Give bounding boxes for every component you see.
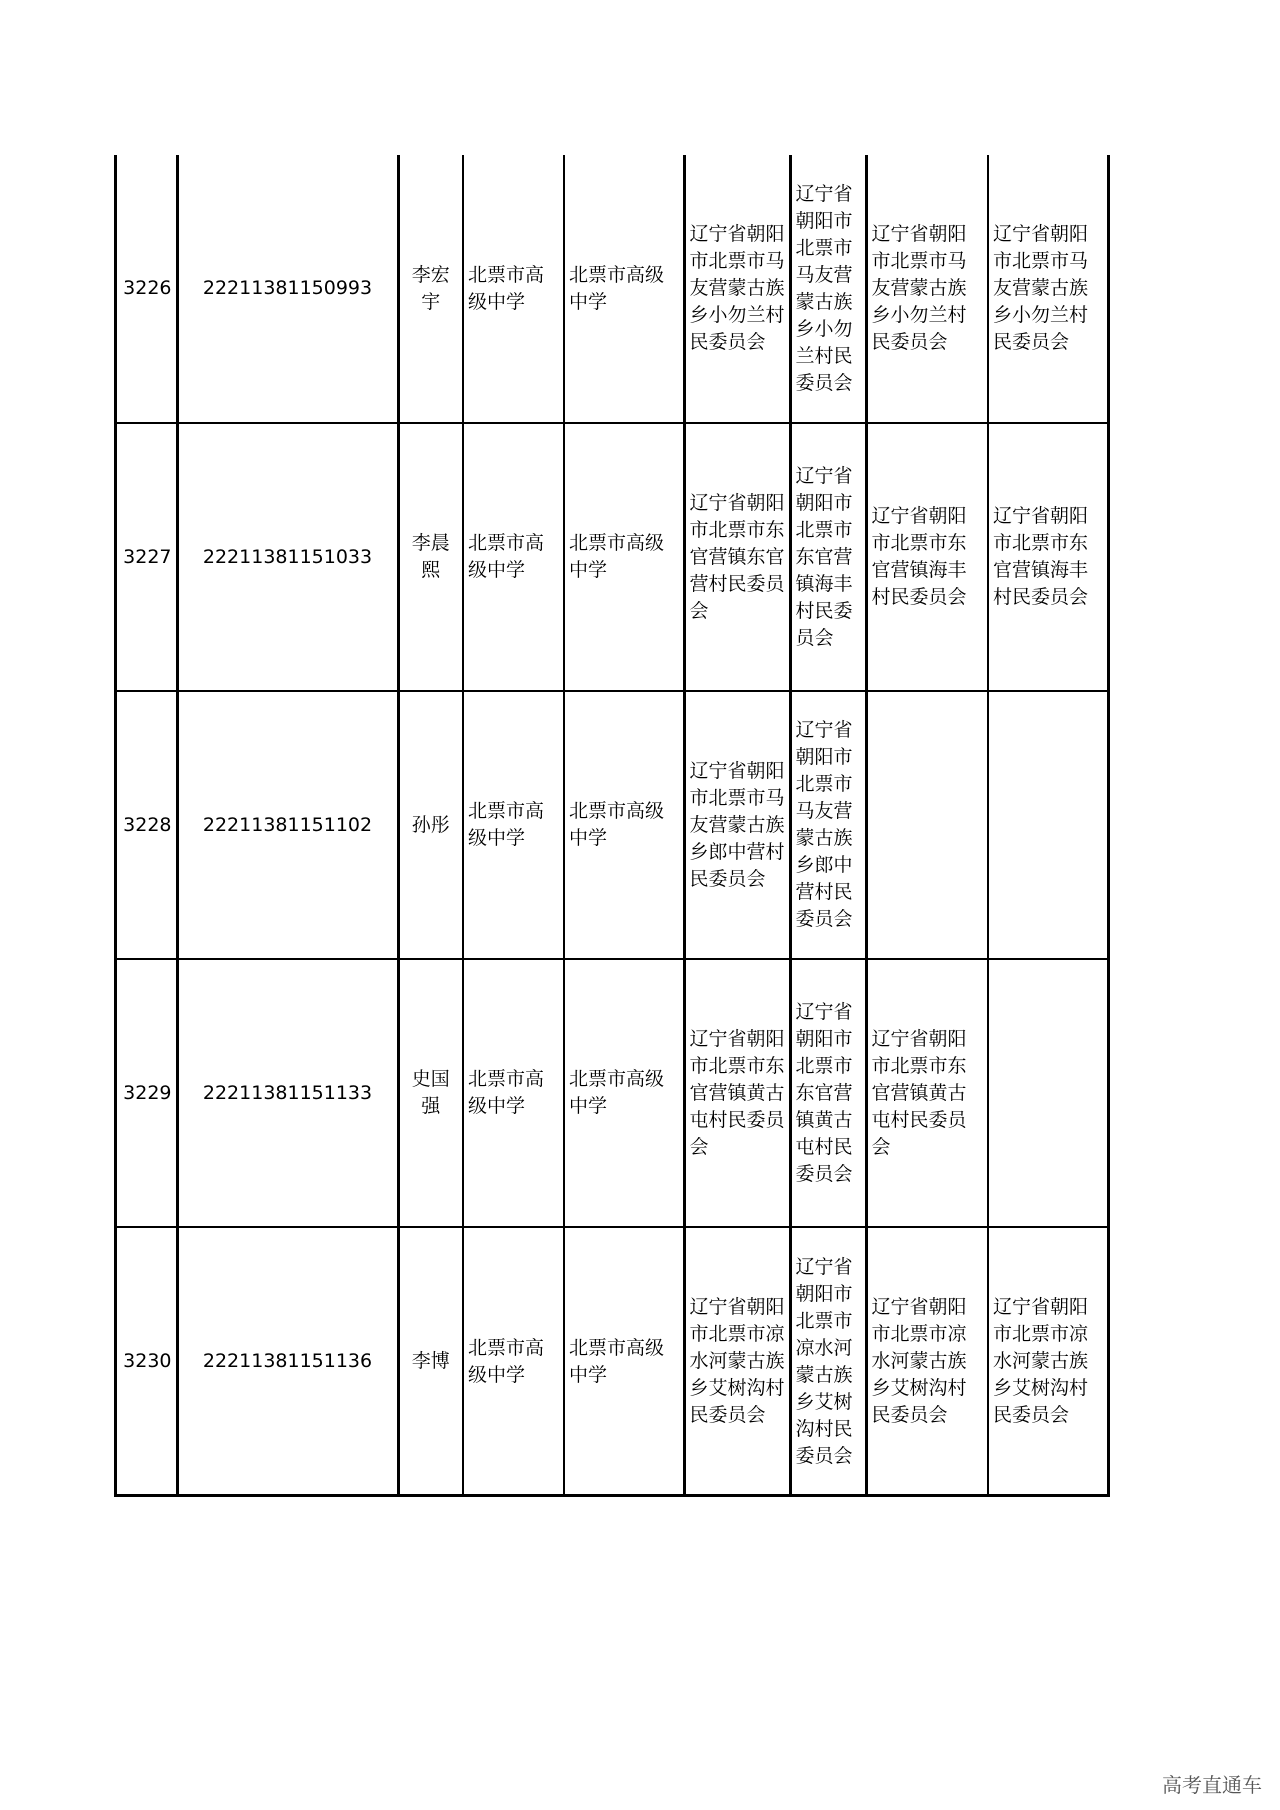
address-4 bbox=[988, 959, 1107, 1227]
school-name: 北票市高级中学 bbox=[463, 959, 564, 1227]
address-1: 辽宁省朝阳市北票市马友营蒙古族乡郎中营村民委员会 bbox=[684, 691, 790, 959]
table-row bbox=[117, 1227, 1107, 1495]
school-name: 北票市高级中学 bbox=[463, 155, 564, 423]
record-table bbox=[117, 155, 1107, 1495]
school-name-2: 北票市高级中学 bbox=[564, 691, 684, 959]
address-3: 辽宁省朝阳市北票市东官营镇黄古屯村民委员会 bbox=[866, 959, 988, 1227]
student-code: 22211381151102 bbox=[177, 691, 398, 959]
table-row bbox=[117, 155, 1107, 423]
address-3: 辽宁省朝阳市北票市马友营蒙古族乡小勿兰村民委员会 bbox=[866, 155, 988, 423]
student-code: 22211381150993 bbox=[177, 155, 398, 423]
address-1: 辽宁省朝阳市北票市东官营镇东官营村民委员会 bbox=[684, 423, 790, 691]
record-table-container bbox=[114, 155, 1110, 1497]
student-name: 李博 bbox=[398, 1227, 463, 1495]
student-name: 李晨熙 bbox=[398, 423, 463, 691]
student-code: 22211381151136 bbox=[177, 1227, 398, 1495]
table-row bbox=[117, 959, 1107, 1227]
school-name-2: 北票市高级中学 bbox=[564, 1227, 684, 1495]
address-3 bbox=[866, 691, 988, 959]
row-index: 3227 bbox=[117, 423, 177, 691]
row-index: 3230 bbox=[117, 1227, 177, 1495]
address-4: 辽宁省朝阳市北票市东官营镇海丰村民委员会 bbox=[988, 423, 1107, 691]
table-row bbox=[117, 691, 1107, 959]
student-code: 22211381151133 bbox=[177, 959, 398, 1227]
school-name-2: 北票市高级中学 bbox=[564, 423, 684, 691]
row-index: 3229 bbox=[117, 959, 177, 1227]
address-4 bbox=[988, 691, 1107, 959]
school-name: 北票市高级中学 bbox=[463, 1227, 564, 1495]
address-3: 辽宁省朝阳市北票市东官营镇海丰村民委员会 bbox=[866, 423, 988, 691]
watermark: 高考直通车 bbox=[1162, 1773, 1262, 1797]
student-name: 李宏宇 bbox=[398, 155, 463, 423]
student-name: 史国强 bbox=[398, 959, 463, 1227]
address-4: 辽宁省朝阳市北票市马友营蒙古族乡小勿兰村民委员会 bbox=[988, 155, 1107, 423]
student-name: 孙彤 bbox=[398, 691, 463, 959]
address-4: 辽宁省朝阳市北票市凉水河蒙古族乡艾树沟村民委员会 bbox=[988, 1227, 1107, 1495]
address-1: 辽宁省朝阳市北票市凉水河蒙古族乡艾树沟村民委员会 bbox=[684, 1227, 790, 1495]
row-index: 3226 bbox=[123, 277, 172, 299]
address-2: 辽宁省朝阳市北票市马友营蒙古族乡小勿兰村民委员会 bbox=[790, 155, 866, 423]
address-3: 辽宁省朝阳市北票市凉水河蒙古族乡艾树沟村民委员会 bbox=[866, 1227, 988, 1495]
address-2: 辽宁省朝阳市北票市凉水河蒙古族乡艾树沟村民委员会 bbox=[790, 1227, 866, 1495]
school-name-2: 北票市高级中学 bbox=[564, 959, 684, 1227]
address-2: 辽宁省朝阳市北票市东官营镇黄古屯村民委员会 bbox=[790, 959, 866, 1227]
school-name: 北票市高级中学 bbox=[463, 423, 564, 691]
address-2: 辽宁省朝阳市北票市东官营镇海丰村民委员会 bbox=[790, 423, 866, 691]
address-1: 辽宁省朝阳市北票市东官营镇黄古屯村民委员会 bbox=[684, 959, 790, 1227]
school-name-2: 北票市高级中学 bbox=[564, 155, 684, 423]
school-name: 北票市高级中学 bbox=[463, 691, 564, 959]
student-code: 22211381151033 bbox=[177, 423, 398, 691]
table-row bbox=[117, 423, 1107, 691]
address-2: 辽宁省朝阳市北票市马友营蒙古族乡郎中营村民委员会 bbox=[790, 691, 866, 959]
row-index: 3228 bbox=[117, 691, 177, 959]
address-1: 辽宁省朝阳市北票市马友营蒙古族乡小勿兰村民委员会 bbox=[684, 155, 790, 423]
